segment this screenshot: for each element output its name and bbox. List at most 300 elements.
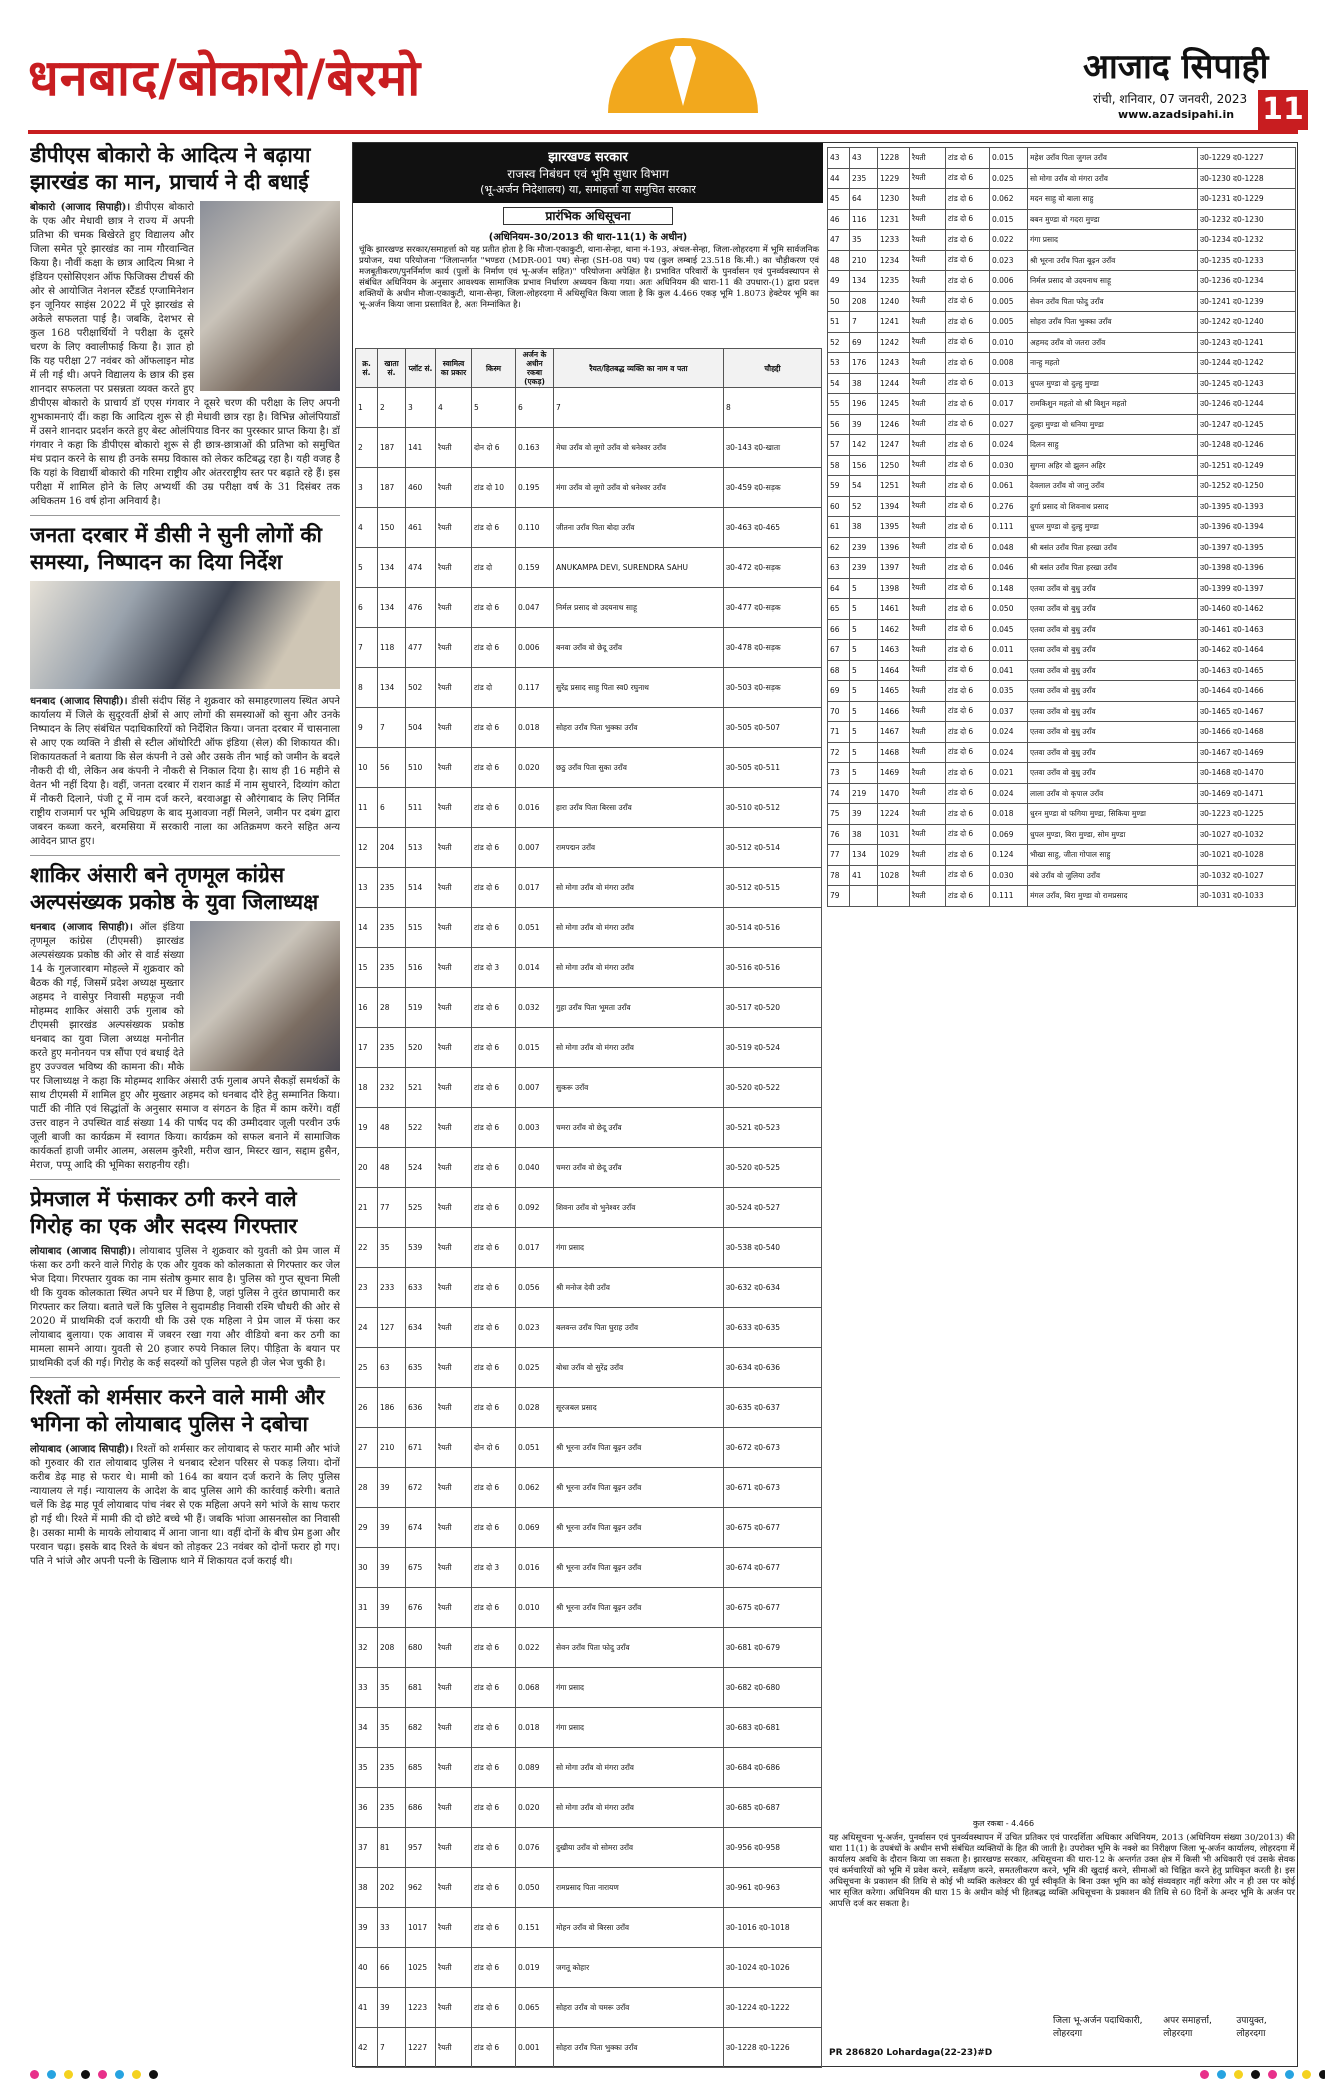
table-cell: 6: [356, 588, 378, 628]
table-cell: 1247: [878, 435, 910, 456]
table-cell: 210: [378, 1428, 406, 1468]
table-cell: उ0-1235 द0-1233: [1198, 250, 1296, 271]
table-cell: 0.024: [990, 783, 1028, 804]
table-cell: 7: [378, 2028, 406, 2068]
table-cell: 1231: [878, 209, 910, 230]
color-registration-dots-left: [30, 2070, 158, 2080]
table-cell: 0.035: [990, 681, 1028, 702]
table-cell: उ0-538 द0-540: [724, 1228, 822, 1268]
table-cell: 28: [378, 988, 406, 1028]
table-cell: [878, 886, 910, 907]
table-cell: 957: [406, 1828, 436, 1868]
table-row: [828, 640, 1296, 661]
table-cell: 0.050: [516, 1868, 554, 1908]
table-cell: 0.001: [516, 2028, 554, 2068]
table-cell: 0.021: [990, 763, 1028, 784]
story-tmc: [30, 862, 340, 1173]
table-cell: एतवा उराँव वो बुधु उराँव: [1028, 681, 1198, 702]
table-cell: दुल्हा मुण्डा वो धनिया मुण्डा: [1028, 414, 1198, 435]
table-cell: 0.015: [516, 1028, 554, 1068]
table-header-cell: स्वामित्व का प्रकार: [436, 349, 472, 388]
table-cell: रैयती: [910, 845, 946, 866]
table-cell: टांड दो 6: [946, 271, 990, 292]
table-cell: उ0-1231 द0-1229: [1198, 189, 1296, 210]
table-cell: रैयती: [910, 435, 946, 456]
table-cell: 4: [356, 508, 378, 548]
table-cell: 1223: [406, 1988, 436, 2028]
table-cell: रैयती: [436, 708, 472, 748]
table-cell: धुपल मुण्डा वो दुल्हु मुण्डा: [1028, 373, 1198, 394]
table-cell: 0.148: [990, 578, 1028, 599]
table-cell: 4: [436, 388, 472, 428]
table-cell: 11: [356, 788, 378, 828]
table-row: [828, 291, 1296, 312]
table-cell: 39: [378, 1468, 406, 1508]
table-cell: उ0-671 द0-673: [724, 1468, 822, 1508]
table-cell: 0.030: [990, 455, 1028, 476]
table-cell: सो मोगा उराँव वो मंगरा उराँव: [1028, 168, 1198, 189]
table-cell: 63: [828, 558, 850, 579]
table-cell: 81: [378, 1828, 406, 1868]
table-cell: उ0-1229 द0-1227: [1198, 148, 1296, 169]
table-cell: गंगा प्रसाद: [554, 1708, 724, 1748]
table-cell: 0.020: [516, 1788, 554, 1828]
table-cell: 1244: [878, 373, 910, 394]
table-cell: टांड दो 6: [946, 640, 990, 661]
pen-nib-logo-icon: [608, 38, 758, 113]
registration-dot-icon: [1234, 2070, 1243, 2079]
table-row: [356, 988, 822, 1028]
table-cell: 56: [378, 748, 406, 788]
table-row: [828, 886, 1296, 907]
table-cell: उ0-956 द0-958: [724, 1828, 822, 1868]
table-cell: एतवा उराँव वो बुधु उराँव: [1028, 763, 1198, 784]
table-cell: 680: [406, 1628, 436, 1668]
table-cell: 0.069: [516, 1508, 554, 1548]
table-cell: उ0-1395 द0-1393: [1198, 496, 1296, 517]
table-cell: टांड दो 6: [946, 168, 990, 189]
table-cell: टांड दो 6: [472, 908, 516, 948]
table-cell: 5: [850, 578, 878, 599]
table-cell: उ0-1242 द0-1240: [1198, 312, 1296, 333]
table-cell: रैयती: [436, 1668, 472, 1708]
color-registration-dots-right: [1200, 2070, 1325, 2080]
notice-directorate: (भू-अर्जन निदेशालय) या, समाहर्त्ता या समुचित सरकार: [480, 183, 696, 196]
table-row: [356, 788, 822, 828]
table-row: [828, 189, 1296, 210]
registration-dot-icon: [1302, 2070, 1311, 2079]
table-cell: टांड दो 6: [946, 845, 990, 866]
table-row: [356, 1828, 822, 1868]
table-cell: 3: [406, 388, 436, 428]
table-cell: 47: [828, 230, 850, 251]
table-row: [828, 865, 1296, 886]
table-cell: 42: [356, 2028, 378, 2068]
table-cell: रैयती: [436, 948, 472, 988]
table-cell: 514: [406, 868, 436, 908]
table-cell: उ0-1462 द0-1464: [1198, 640, 1296, 661]
table-cell: 0.019: [516, 1948, 554, 1988]
table-cell: 0.010: [516, 1588, 554, 1628]
table-header-cell: खाता सं.: [378, 349, 406, 388]
table-cell: टांड दो 6: [472, 1348, 516, 1388]
table-cell: दोन दो 6: [472, 428, 516, 468]
table-cell: 1241: [878, 312, 910, 333]
table-cell: सेवन उराँव पिता फोदु उराँव: [1028, 291, 1198, 312]
table-row: [828, 701, 1296, 722]
table-cell: 12: [356, 828, 378, 868]
table-cell: 62: [828, 537, 850, 558]
table-cell: 0.016: [516, 788, 554, 828]
table-row: [828, 763, 1296, 784]
table-cell: उ0-675 द0-677: [724, 1508, 822, 1548]
table-cell: 5: [850, 763, 878, 784]
table-cell: रैयती: [436, 1268, 472, 1308]
table-cell: श्री भूरना उराँव पिता बूढ़न उराँव: [554, 1508, 724, 1548]
table-cell: 27: [356, 1428, 378, 1468]
table-cell: 0.051: [516, 1428, 554, 1468]
story-headline: जनता दरबार में डीसी ने सुनी लोगों की समस्या, निष्पादन का दिया निर्देश: [30, 523, 322, 574]
table-cell: उ0-463 द0-465: [724, 508, 822, 548]
table-cell: सुरेंद्र प्रसाद साहु पिता स्व0 रघुनाथ: [554, 668, 724, 708]
table-cell: 14: [356, 908, 378, 948]
table-row: [828, 168, 1296, 189]
section-title: धनबाद/बोकारो/बेरमो: [28, 49, 422, 107]
table-row: [356, 1428, 822, 1468]
table-cell: टांड दो 6: [946, 886, 990, 907]
table-cell: 685: [406, 1748, 436, 1788]
table-cell: उ0-478 द0-सड़क: [724, 628, 822, 668]
table-cell: टांड दो 6: [946, 722, 990, 743]
table-cell: 0.092: [516, 1188, 554, 1228]
table-cell: टांड दो 6: [472, 508, 516, 548]
website-link[interactable]: www.azadsipahi.in: [1118, 108, 1235, 121]
table-cell: 0.013: [990, 373, 1028, 394]
table-cell: टांड दो 6: [946, 353, 990, 374]
table-cell: 674: [406, 1508, 436, 1548]
table-header-cell: किस्म: [472, 349, 516, 388]
table-cell: महेश उराँव पिता जुगल उराँव: [1028, 148, 1198, 169]
table-cell: 0.022: [990, 230, 1028, 251]
table-cell: 5: [356, 548, 378, 588]
table-cell: बबन मुण्डा वो गदरा मुण्डा: [1028, 209, 1198, 230]
table-cell: 1251: [878, 476, 910, 497]
table-cell: उ0-519 द0-524: [724, 1028, 822, 1068]
table-cell: 134: [378, 588, 406, 628]
table-cell: 196: [850, 394, 878, 415]
table-cell: 38: [356, 1868, 378, 1908]
table-cell: सो मोगा उराँव वो मंगरा उराँव: [554, 908, 724, 948]
table-cell: 208: [378, 1628, 406, 1668]
table-cell: टांड दो 6: [472, 748, 516, 788]
table-row: [356, 1788, 822, 1828]
table-cell: हारा उराँव पिता बिरसा उराँव: [554, 788, 724, 828]
table-cell: चमरा उराँव वो छेदू उराँव: [554, 1108, 724, 1148]
table-cell: रैयती: [910, 455, 946, 476]
table-row: [828, 271, 1296, 292]
table-cell: श्री भूरना उराँव पिता बूढ़न उराँव: [1028, 250, 1198, 271]
table-cell: उ0-1236 द0-1234: [1198, 271, 1296, 292]
table-cell: धुरन मुण्डा वो फगिया मुण्डा, सिकिया मुण्डा: [1028, 804, 1198, 825]
table-cell: 187: [378, 468, 406, 508]
table-cell: रैयती: [910, 804, 946, 825]
table-cell: उ0-1230 द0-1228: [1198, 168, 1296, 189]
table-cell: उ0-1248 द0-1246: [1198, 435, 1296, 456]
table-cell: 2: [356, 428, 378, 468]
table-cell: उ0-510 द0-512: [724, 788, 822, 828]
table-cell: उ0-683 द0-681: [724, 1708, 822, 1748]
table-cell: 5: [472, 388, 516, 428]
table-cell: सुगना अहिर वो झुलन अहिर: [1028, 455, 1198, 476]
table-cell: 64: [828, 578, 850, 599]
table-cell: 0.024: [990, 742, 1028, 763]
table-cell: रैयती: [436, 1148, 472, 1188]
table-cell: 22: [356, 1228, 378, 1268]
table-cell: 208: [850, 291, 878, 312]
table-cell: 1470: [878, 783, 910, 804]
story-dateline: धनबाद (आजाद सिपाही)।: [30, 696, 128, 707]
table-cell: रैयती: [436, 1508, 472, 1548]
table-cell: रैयती: [436, 1228, 472, 1268]
table-cell: शिवना उराँव वो भुनेश्वर उराँव: [554, 1188, 724, 1228]
table-row: [356, 1268, 822, 1308]
table-cell: 39: [850, 804, 878, 825]
table-cell: एतवा उराँव वो बुधु उराँव: [1028, 701, 1198, 722]
table-cell: रैयती: [436, 1828, 472, 1868]
table-cell: टांड दो 6: [946, 599, 990, 620]
place-date: रांची, शनिवार, 07 जनवरी, 2023: [1093, 92, 1248, 106]
table-cell: श्री भूरना उराँव पिता बूढ़न उराँव: [554, 1588, 724, 1628]
table-cell: एतवा उराँव वो बुधु उराँव: [1028, 742, 1198, 763]
table-cell: मंगल उराँव, बिरा मुण्डा वो रामप्रसाद: [1028, 886, 1198, 907]
table-cell: 0.023: [516, 1308, 554, 1348]
table-cell: 0.020: [516, 748, 554, 788]
table-cell: 69: [828, 681, 850, 702]
table-cell: टांड दो 6: [946, 517, 990, 538]
table-cell: 519: [406, 988, 436, 1028]
table-cell: उ0-503 द0-सड़क: [724, 668, 822, 708]
table-cell: रैयती: [910, 230, 946, 251]
table-cell: नान्हु महतो: [1028, 353, 1198, 374]
table-row: [828, 619, 1296, 640]
table-cell: रैयती: [910, 291, 946, 312]
table-cell: 1468: [878, 742, 910, 763]
table-cell: 0.056: [516, 1268, 554, 1308]
table-cell: टांड दो 6: [472, 1828, 516, 1868]
table-cell: निर्मल प्रसाद वो उदयनाथ साहू: [1028, 271, 1198, 292]
table-cell: 33: [356, 1668, 378, 1708]
table-cell: रैयती: [436, 1068, 472, 1108]
table-cell: 239: [850, 537, 878, 558]
table-row: [828, 414, 1296, 435]
table-cell: 7: [850, 312, 878, 333]
table-cell: 156: [850, 455, 878, 476]
table-cell: 35: [356, 1748, 378, 1788]
table-cell: उ0-1032 द0-1027: [1198, 865, 1296, 886]
table-cell: 15: [356, 948, 378, 988]
table-cell: 26: [356, 1388, 378, 1428]
table-cell: छठु उराँव पिता सुका उराँव: [554, 748, 724, 788]
table-cell: मदन साहु वो बाला साहु: [1028, 189, 1198, 210]
table-cell: टांड दो 10: [472, 468, 516, 508]
table-cell: 59: [828, 476, 850, 497]
table-cell: रैयती: [436, 1708, 472, 1748]
table-cell: उ0-1469 द0-1471: [1198, 783, 1296, 804]
registration-dot-icon: [132, 2070, 141, 2079]
table-cell: 32: [356, 1628, 378, 1668]
table-cell: रैयती: [436, 908, 472, 948]
registration-dot-icon: [64, 2070, 73, 2079]
table-cell: 1250: [878, 455, 910, 476]
table-cell: टांड दो 6: [946, 681, 990, 702]
table-cell: उ0-1244 द0-1242: [1198, 353, 1296, 374]
table-cell: उ0-520 द0-522: [724, 1068, 822, 1108]
table-cell: 1229: [878, 168, 910, 189]
table-cell: 0.016: [516, 1548, 554, 1588]
table-cell: 0.030: [990, 865, 1028, 886]
pr-code: PR 286820 Lohardaga(22-23)#D: [829, 2048, 993, 2058]
table-cell: 633: [406, 1268, 436, 1308]
table-cell: रैयती: [436, 1348, 472, 1388]
table-cell: 33: [378, 1908, 406, 1948]
table-cell: भीखा साहु, जीता गोपाल साहु: [1028, 845, 1198, 866]
table-cell: 477: [406, 628, 436, 668]
table-cell: 39: [850, 414, 878, 435]
table-cell: 0.045: [990, 619, 1028, 640]
table-cell: टांड दो 6: [472, 708, 516, 748]
table-row: [828, 476, 1296, 497]
table-cell: उ0-635 द0-637: [724, 1388, 822, 1428]
table-row: [828, 578, 1296, 599]
table-row: [356, 1308, 822, 1348]
table-cell: टांड दो 6: [472, 1508, 516, 1548]
table-cell: उ0-472 द0-सड़क: [724, 548, 822, 588]
signature-dc: उपायुक्त, लोहरदगा: [1236, 2016, 1267, 2039]
table-cell: टांड दो 6: [472, 788, 516, 828]
table-row: [356, 1708, 822, 1748]
table-row: [828, 517, 1296, 538]
table-cell: 0.068: [516, 1668, 554, 1708]
table-row: [828, 681, 1296, 702]
table-cell: रैयती: [436, 1388, 472, 1428]
table-cell: 127: [378, 1308, 406, 1348]
table-cell: 521: [406, 1068, 436, 1108]
table-cell: उ0-512 द0-515: [724, 868, 822, 908]
table-cell: रैयती: [436, 748, 472, 788]
story-dateline: धनबाद (आजाद सिपाही)।: [30, 922, 133, 933]
table-cell: 29: [356, 1508, 378, 1548]
story-divider: [30, 515, 340, 516]
table-cell: श्री बसंत उराँव पिता हरखा उराँव: [1028, 537, 1198, 558]
table-cell: 18: [356, 1068, 378, 1108]
table-cell: मंगा उराँव वो लूगो उराँव वो धनेश्वर उराँव: [554, 468, 724, 508]
registration-dot-icon: [149, 2070, 158, 2079]
table-cell: सुकरू उराँव: [554, 1068, 724, 1108]
table-row: [356, 548, 822, 588]
table-cell: उ0-459 द0-सड़क: [724, 468, 822, 508]
table-cell: 39: [378, 1588, 406, 1628]
table-cell: 0.027: [990, 414, 1028, 435]
news-column: [30, 142, 340, 2067]
table-cell: 25: [356, 1348, 378, 1388]
story-dateline: लोयाबाद (आजाद सिपाही)।: [30, 1444, 134, 1455]
table-cell: 10: [356, 748, 378, 788]
table-cell: 0.124: [990, 845, 1028, 866]
table-cell: 38: [850, 517, 878, 538]
table-cell: 24: [356, 1308, 378, 1348]
table-cell: 20: [356, 1148, 378, 1188]
table-cell: गुहा उराँव पिता भूमता उराँव: [554, 988, 724, 1028]
table-row: [828, 455, 1296, 476]
table-row: [828, 722, 1296, 743]
table-cell: 1467: [878, 722, 910, 743]
table-cell: रैयती: [436, 1588, 472, 1628]
table-cell: 39: [378, 1508, 406, 1548]
table-cell: रैयती: [910, 209, 946, 230]
table-cell: 202: [378, 1868, 406, 1908]
table-cell: 56: [828, 414, 850, 435]
table-cell: 1466: [878, 701, 910, 722]
table-row: [356, 1908, 822, 1948]
table-cell: 525: [406, 1188, 436, 1228]
table-cell: उ0-961 द0-963: [724, 1868, 822, 1908]
table-cell: 134: [378, 548, 406, 588]
table-cell: रैयती: [910, 148, 946, 169]
table-cell: उ0-1468 द0-1470: [1198, 763, 1296, 784]
table-cell: 77: [828, 845, 850, 866]
table-cell: 134: [378, 668, 406, 708]
table-cell: टांड दो 6: [946, 619, 990, 640]
table-cell: 35: [378, 1668, 406, 1708]
table-cell: 682: [406, 1708, 436, 1748]
table-cell: 5: [850, 722, 878, 743]
table-cell: सेवन उराँव पिता फोदु उराँव: [554, 1628, 724, 1668]
table-cell: 23: [356, 1268, 378, 1308]
table-cell: रैयती: [436, 1748, 472, 1788]
table-row: [356, 1668, 822, 1708]
table-cell: 0.003: [516, 1108, 554, 1148]
table-cell: एतवा उराँव वो बुधु उराँव: [1028, 599, 1198, 620]
story-dateline: लोयाबाद (आजाद सिपाही)।: [30, 1246, 136, 1257]
table-row: [356, 468, 822, 508]
table-cell: उ0-1234 द0-1232: [1198, 230, 1296, 251]
table-cell: 61: [828, 517, 850, 538]
table-cell: 55: [828, 394, 850, 415]
table-cell: उ0-1246 द0-1244: [1198, 394, 1296, 415]
table-cell: 7: [554, 388, 724, 428]
table-cell: सोहरा उराँव पिता भुक्का उराँव: [554, 2028, 724, 2068]
table-cell: उ0-1243 द0-1241: [1198, 332, 1296, 353]
table-cell: 57: [828, 435, 850, 456]
table-cell: रामकिशुन महतो वो श्री बिशुन महतो: [1028, 394, 1198, 415]
table-header-cell: चौहद्दी: [724, 349, 822, 388]
table-cell: टांड दो 6: [946, 804, 990, 825]
table-cell: रैयती: [910, 332, 946, 353]
table-cell: 235: [850, 168, 878, 189]
table-cell: 41: [356, 1988, 378, 2028]
table-cell: 686: [406, 1788, 436, 1828]
table-cell: धुपल मुण्डा वो दुल्हु मुण्डा: [1028, 517, 1198, 538]
table-cell: टांड दो 6: [946, 496, 990, 517]
table-cell: एतवा उराँव वो बुधु उराँव: [1028, 578, 1198, 599]
table-cell: टांड दो 6: [472, 1788, 516, 1828]
table-row: [356, 1068, 822, 1108]
table-cell: 5: [850, 681, 878, 702]
table-cell: टांड दो 6: [946, 660, 990, 681]
table-cell: रैयती: [436, 1028, 472, 1068]
table-cell: 38: [850, 824, 878, 845]
table-cell: देवलाल उराँव वो जानु उराँव: [1028, 476, 1198, 497]
